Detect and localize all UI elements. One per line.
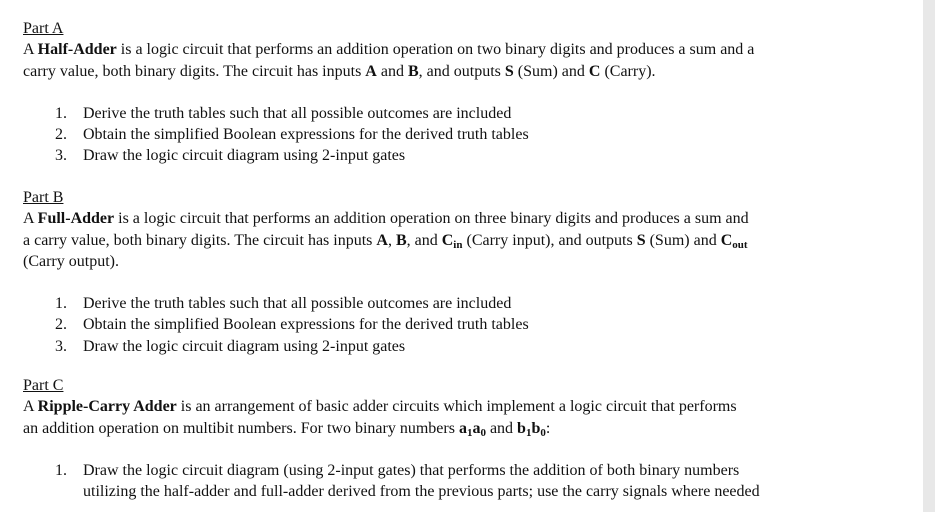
text-run: carry value, both binary digits. The circuit has inputs xyxy=(23,62,366,80)
list-item-text: Draw the logic circuit diagram using 2-input gates xyxy=(83,337,406,355)
text-run: (Sum) and xyxy=(513,62,589,80)
list-number: 2. xyxy=(55,316,67,334)
list-number: 2. xyxy=(55,126,67,144)
bold-term: b xyxy=(531,419,541,437)
bold-term: B xyxy=(395,231,407,249)
text-run: A xyxy=(23,41,38,59)
section-heading: Part C xyxy=(23,377,64,394)
text-run: (Carry). xyxy=(600,62,656,80)
text-run: (Carry input), and outputs xyxy=(462,231,637,249)
list-item-text: Obtain the simplified Boolean expressions for the derived truth tables xyxy=(83,316,529,334)
paragraph-line xyxy=(23,61,913,82)
bold-term: S xyxy=(636,231,646,249)
paragraph-line xyxy=(23,396,913,417)
list-item-text: Derive the truth tables such that all possible outcomes are included xyxy=(83,295,512,313)
list-number: 3. xyxy=(55,147,67,165)
paragraph-line xyxy=(23,39,913,60)
text-run: is a logic circuit that performs an addition operation on two binary digits and produces a sum and a xyxy=(116,41,755,59)
bold-term: 0 xyxy=(540,426,546,439)
bold-term: C xyxy=(588,62,601,80)
bold-term: C xyxy=(441,231,454,249)
text-run: and xyxy=(376,62,408,80)
paragraph-line xyxy=(23,230,913,251)
list-item xyxy=(23,124,913,145)
bold-term: 1 xyxy=(525,426,532,439)
list-item-text: Obtain the simplified Boolean expressions for the derived truth tables xyxy=(83,126,529,144)
list-item xyxy=(23,481,913,502)
section-heading: Part A xyxy=(23,20,64,37)
bold-term: B xyxy=(407,62,419,80)
bold-term: Ripple-Carry Adder xyxy=(37,398,177,416)
bold-term: S xyxy=(504,62,514,80)
list-item xyxy=(23,293,913,314)
text-run: A xyxy=(23,210,38,228)
list-item-text: utilizing the half-adder and full-adder derived from the previous parts; use the carry signals where needed xyxy=(83,483,760,501)
text-run: , and xyxy=(406,231,442,249)
bold-term: a xyxy=(472,419,481,437)
text-run: an addition operation on multibit numbers. For two binary numbers xyxy=(23,419,459,437)
bold-term: b xyxy=(517,419,526,437)
list-item xyxy=(23,145,913,166)
list-number: 3. xyxy=(55,337,67,355)
bold-term: C xyxy=(720,231,733,249)
paragraph-line xyxy=(23,251,913,272)
list-number: 1. xyxy=(55,104,67,122)
bold-term: A xyxy=(365,62,377,80)
list-item xyxy=(23,460,913,481)
list-item-text: Draw the logic circuit diagram using 2-input gates xyxy=(83,147,406,165)
section-part-c xyxy=(23,375,913,502)
text-run: , and outputs xyxy=(418,62,505,80)
text-run: A xyxy=(23,398,38,416)
bold-term: A xyxy=(376,231,388,249)
text-run: a carry value, both binary digits. The circuit has inputs xyxy=(23,231,377,249)
list-item xyxy=(23,103,913,124)
scrollbar-track[interactable] xyxy=(923,0,935,512)
text-run: and xyxy=(485,419,518,437)
text-run: is a logic circuit that performs an addition operation on three binary digits and produces a sum and xyxy=(114,210,749,228)
bold-term: Full-Adder xyxy=(37,210,115,228)
list-number: 1. xyxy=(55,295,67,313)
text-run: : xyxy=(545,419,551,437)
bold-term: out xyxy=(732,238,748,251)
text-run: (Sum) and xyxy=(645,231,721,249)
text-run: , xyxy=(387,231,396,249)
section-part-b xyxy=(23,187,913,357)
bold-term: 0 xyxy=(480,426,486,439)
bold-term: 1 xyxy=(466,426,473,439)
section-heading: Part B xyxy=(23,189,64,206)
text-run: (Carry output). xyxy=(23,252,119,270)
paragraph-line xyxy=(23,418,913,439)
list-number: 1. xyxy=(55,461,67,479)
list-item-text: Draw the logic circuit diagram (using 2-input gates) that performs the addition of both binary numbers xyxy=(83,461,740,479)
list-item xyxy=(23,336,913,357)
bold-term: Half-Adder xyxy=(37,41,117,59)
text-run: is an arrangement of basic adder circuits which implement a logic circuit that performs xyxy=(176,398,737,416)
section-part-a xyxy=(23,18,913,167)
bold-term: a xyxy=(458,419,467,437)
list-item-text: Derive the truth tables such that all possible outcomes are included xyxy=(83,104,512,122)
bold-term: in xyxy=(453,238,463,251)
paragraph-line xyxy=(23,208,913,229)
list-item xyxy=(23,314,913,335)
